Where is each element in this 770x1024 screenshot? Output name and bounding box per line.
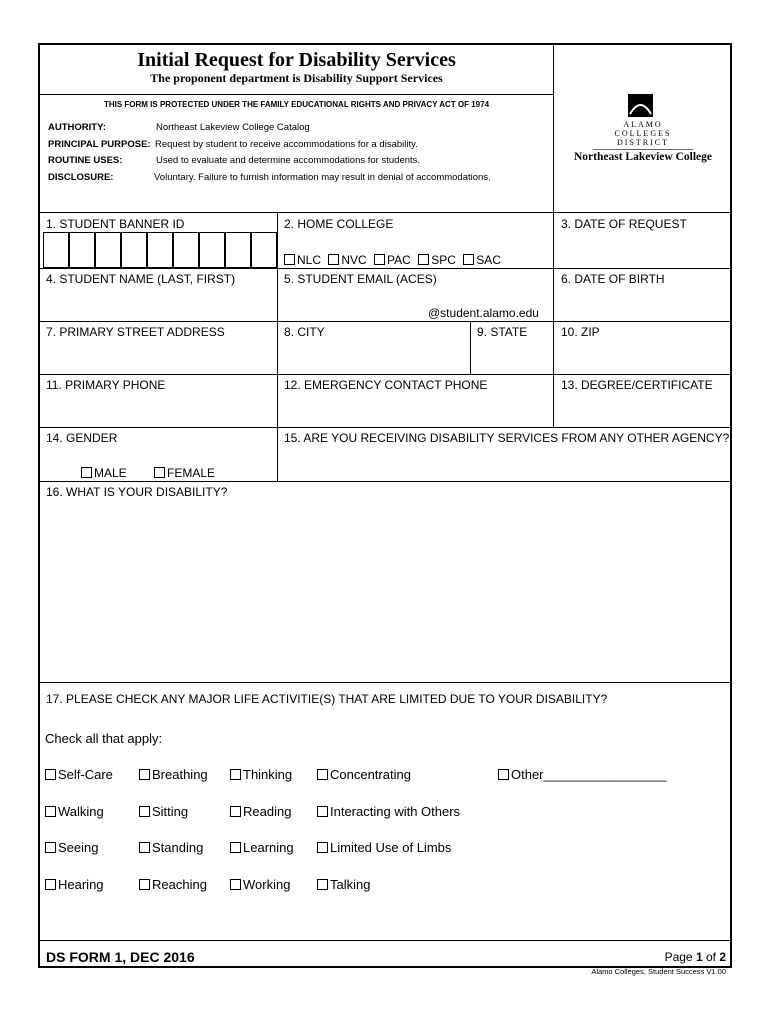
banner-id-label: 1. STUDENT BANNER ID bbox=[46, 217, 185, 231]
banner-id-cell[interactable] bbox=[147, 232, 173, 268]
col-rule-c bbox=[470, 321, 471, 374]
purpose-label: PRINCIPAL PURPOSE: bbox=[48, 139, 151, 150]
college-checkbox-pac[interactable]: PAC bbox=[374, 253, 411, 267]
zip-label: 10. ZIP bbox=[561, 325, 600, 339]
row-rule-4 bbox=[40, 374, 731, 375]
banner-id-cell[interactable] bbox=[69, 232, 95, 268]
student-email-label: 5. STUDENT EMAIL (ACES) bbox=[284, 272, 437, 286]
row-rule-1 bbox=[40, 212, 731, 213]
banner-id-input[interactable] bbox=[43, 232, 277, 268]
disclosure-label: DISCLOSURE: bbox=[48, 172, 114, 183]
activity-limbs[interactable]: Limited Use of Limbs bbox=[317, 840, 451, 855]
page-indicator bbox=[665, 950, 726, 964]
college-checkbox-nvc[interactable]: NVC bbox=[328, 253, 366, 267]
home-college-label: 2. HOME COLLEGE bbox=[284, 217, 394, 231]
activity-walking[interactable]: Walking bbox=[45, 804, 104, 819]
banner-id-cell[interactable] bbox=[121, 232, 147, 268]
activity-talking[interactable]: Talking bbox=[317, 877, 370, 892]
logo-rule bbox=[593, 149, 693, 150]
authority-text: Northeast Lakeview College Catalog bbox=[156, 122, 310, 133]
form-id: DS FORM 1, DEC 2016 bbox=[46, 949, 195, 965]
banner-id-cell[interactable] bbox=[43, 232, 69, 268]
col-rule-b bbox=[553, 212, 554, 427]
activity-standing[interactable]: Standing bbox=[139, 840, 203, 855]
state-label: 9. STATE bbox=[477, 325, 528, 339]
authority-label: AUTHORITY: bbox=[48, 122, 106, 133]
logo-college: Northeast Lakeview College bbox=[574, 151, 712, 163]
activity-seeing[interactable]: Seeing bbox=[45, 840, 98, 855]
home-college-options bbox=[284, 253, 501, 267]
header-divider bbox=[553, 44, 554, 212]
activities-question: 17. PLEASE CHECK ANY MAJOR LIFE ACTIVITIE(S) THAT ARE LIMITED DUE TO YOUR DISABILITY? bbox=[46, 692, 608, 706]
page-total: 2 bbox=[719, 950, 726, 964]
emergency-phone-label: 12. EMERGENCY CONTACT PHONE bbox=[284, 378, 488, 392]
date-of-request-label: 3. DATE OF REQUEST bbox=[561, 217, 687, 231]
activity-reading[interactable]: Reading bbox=[230, 804, 291, 819]
gender-female-checkbox[interactable]: FEMALE bbox=[154, 466, 215, 480]
logo-line3: DISTRICT bbox=[617, 138, 669, 147]
row-rule-5 bbox=[40, 427, 731, 428]
version-note: Alamo Colleges, Student Success V1.00 bbox=[591, 967, 726, 976]
purpose-text: Request by student to receive accommodations for a disability. bbox=[155, 139, 418, 150]
college-checkbox-nlc[interactable]: NLC bbox=[284, 253, 321, 267]
student-name-label: 4. STUDENT NAME (LAST, FIRST) bbox=[46, 272, 236, 286]
degree-label: 13. DEGREE/CERTIFICATE bbox=[561, 378, 713, 392]
row-rule-2 bbox=[40, 268, 731, 269]
college-checkbox-sac[interactable]: SAC bbox=[463, 253, 501, 267]
disclosure-text: Voluntary. Failure to furnish information may result in denial of accommodations. bbox=[154, 172, 491, 183]
city-label: 8. CITY bbox=[284, 325, 325, 339]
ferpa-notice: THIS FORM IS PROTECTED UNDER THE FAMILY EDUCATIONAL RIGHTS AND PRIVACY ACT OF 1974 bbox=[103, 100, 490, 109]
other-agency-label: 15. ARE YOU RECEIVING DISABILITY SERVICES FROM ANY OTHER AGENCY? bbox=[284, 431, 730, 445]
date-of-birth-label: 6. DATE OF BIRTH bbox=[561, 272, 665, 286]
banner-id-cell[interactable] bbox=[199, 232, 225, 268]
phone-label: 11. PRIMARY PHONE bbox=[46, 378, 166, 392]
activity-other[interactable]: Other_________________ bbox=[498, 767, 666, 782]
disability-label: 16. WHAT IS YOUR DISABILITY? bbox=[46, 485, 228, 499]
alamo-logo-icon bbox=[628, 94, 653, 117]
gender-male-checkbox[interactable]: MALE bbox=[81, 466, 127, 480]
gender-label: 14. GENDER bbox=[46, 431, 118, 445]
uses-text: Used to evaluate and determine accommodations for students. bbox=[156, 155, 421, 166]
banner-id-cell[interactable] bbox=[95, 232, 121, 268]
form-subtitle: The proponent department is Disability Support Services bbox=[150, 71, 443, 85]
activity-reaching[interactable]: Reaching bbox=[139, 877, 207, 892]
page-of: of bbox=[702, 950, 720, 964]
activity-concentrating[interactable]: Concentrating bbox=[317, 767, 411, 782]
activity-working[interactable]: Working bbox=[230, 877, 290, 892]
logo-line1: ALAMO bbox=[623, 120, 663, 129]
row-rule-8 bbox=[40, 940, 731, 941]
col-rule-a bbox=[277, 212, 278, 481]
email-domain: @student.alamo.edu bbox=[428, 306, 539, 320]
title-rule bbox=[40, 94, 553, 95]
row-rule-3 bbox=[40, 321, 731, 322]
activity-hearing[interactable]: Hearing bbox=[45, 877, 104, 892]
banner-id-cell[interactable] bbox=[225, 232, 251, 268]
page-prefix: Page bbox=[664, 950, 696, 964]
form-title: Initial Request for Disability Services bbox=[137, 49, 456, 71]
activities-instruction: Check all that apply: bbox=[45, 731, 163, 746]
row-rule-6 bbox=[40, 481, 731, 482]
activity-interacting[interactable]: Interacting with Others bbox=[317, 804, 460, 819]
page-number: 1 bbox=[695, 950, 703, 964]
logo-line2: COLLEGES bbox=[614, 129, 672, 138]
activity-learning[interactable]: Learning bbox=[230, 840, 294, 855]
activity-breathing[interactable]: Breathing bbox=[139, 767, 208, 782]
college-checkbox-spc[interactable]: SPC bbox=[418, 253, 456, 267]
activity-sitting[interactable]: Sitting bbox=[139, 804, 188, 819]
uses-label: ROUTINE USES: bbox=[48, 155, 123, 166]
banner-id-cell[interactable] bbox=[251, 232, 277, 268]
street-label: 7. PRIMARY STREET ADDRESS bbox=[46, 325, 225, 339]
row-rule-7 bbox=[40, 682, 731, 683]
banner-id-cell[interactable] bbox=[173, 232, 199, 268]
activity-thinking[interactable]: Thinking bbox=[230, 767, 292, 782]
activity-self-care[interactable]: Self-Care bbox=[45, 767, 113, 782]
